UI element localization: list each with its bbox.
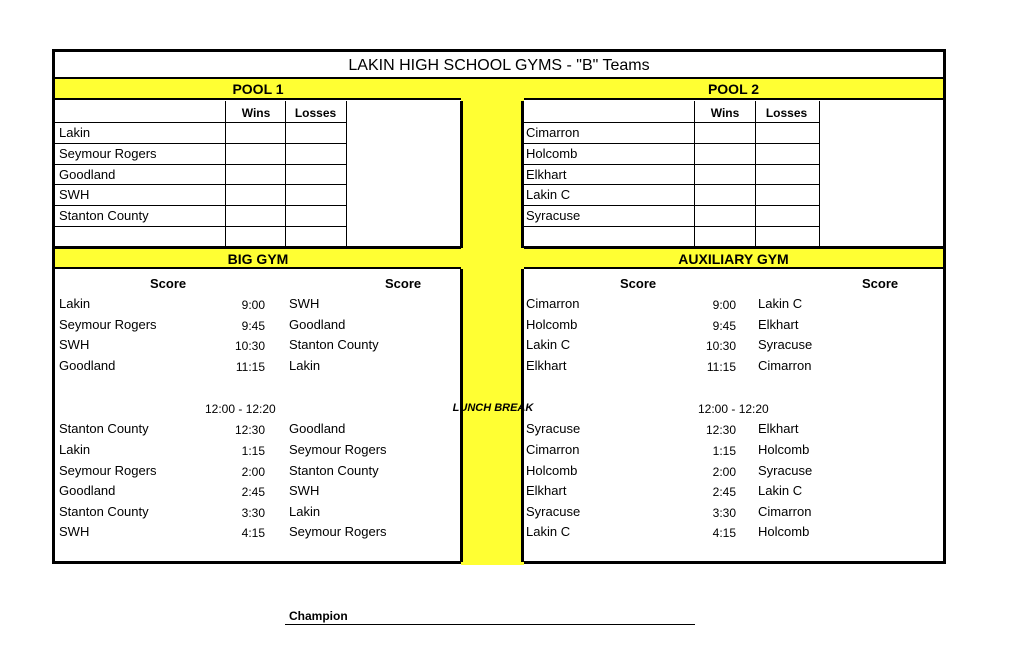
away-team: Stanton County bbox=[289, 337, 379, 352]
away-team: Elkhart bbox=[758, 421, 799, 436]
home-team: Goodland bbox=[59, 483, 116, 498]
pool2-header bbox=[524, 79, 943, 100]
away-team: Lakin bbox=[289, 504, 321, 519]
lunch-time: 12:00 - 12:20 bbox=[205, 402, 276, 416]
score-header: Score bbox=[862, 276, 899, 291]
champion-label: Champion bbox=[289, 609, 348, 623]
champion-line bbox=[285, 624, 695, 625]
game-time: 3:30 bbox=[712, 506, 736, 520]
away-team: Cimarron bbox=[758, 504, 812, 519]
away-team: Lakin C bbox=[758, 296, 803, 311]
center-divider bbox=[461, 79, 524, 565]
big-gym-label: BIG GYM bbox=[227, 251, 289, 267]
game-time: 2:00 bbox=[241, 465, 265, 479]
home-team: Holcomb bbox=[526, 317, 578, 332]
home-team: Seymour Rogers bbox=[59, 317, 157, 332]
page-title: LAKIN HIGH SCHOOL GYMS - "B" Teams bbox=[55, 52, 943, 79]
away-team: Lakin bbox=[289, 358, 321, 373]
game-time: 12:30 bbox=[234, 423, 265, 437]
away-team: Holcomb bbox=[758, 442, 810, 457]
wins-header: Wins bbox=[710, 106, 740, 120]
away-team: Goodland bbox=[289, 317, 346, 332]
game-time: 9:00 bbox=[712, 298, 736, 312]
away-team: Lakin C bbox=[758, 483, 803, 498]
away-team: Holcomb bbox=[758, 524, 810, 539]
pool1-team: Goodland bbox=[59, 167, 116, 182]
home-team: SWH bbox=[59, 337, 90, 352]
game-time: 9:45 bbox=[241, 319, 265, 333]
home-team: Stanton County bbox=[59, 504, 149, 519]
pool2-team: Holcomb bbox=[526, 146, 578, 161]
home-team: Cimarron bbox=[526, 296, 580, 311]
score-header: Score bbox=[385, 276, 422, 291]
pool1-team: Seymour Rogers bbox=[59, 146, 157, 161]
lunch-time: 12:00 - 12:20 bbox=[698, 402, 769, 416]
lunch-break-label: LUNCH BREAK bbox=[452, 402, 534, 414]
away-team: Elkhart bbox=[758, 317, 799, 332]
pool2-table bbox=[524, 101, 943, 247]
away-team: SWH bbox=[289, 483, 320, 498]
losses-header: Losses bbox=[765, 106, 808, 120]
wins-header: Wins bbox=[241, 106, 271, 120]
pool2-label: POOL 2 bbox=[707, 81, 760, 97]
game-time: 1:15 bbox=[712, 444, 736, 458]
game-time: 2:45 bbox=[241, 485, 265, 499]
home-team: Lakin bbox=[59, 442, 91, 457]
game-time: 9:00 bbox=[241, 298, 265, 312]
home-team: Holcomb bbox=[526, 463, 578, 478]
score-header: Score bbox=[620, 276, 657, 291]
game-time: 11:15 bbox=[235, 360, 265, 374]
pool1-team: Stanton County bbox=[59, 208, 149, 223]
pool2-team: Elkhart bbox=[526, 167, 567, 182]
pool2-team: Lakin C bbox=[526, 187, 571, 202]
pool2-team: Cimarron bbox=[526, 125, 580, 140]
home-team: Goodland bbox=[59, 358, 116, 373]
score-header: Score bbox=[150, 276, 187, 291]
game-time: 4:15 bbox=[241, 526, 265, 540]
home-team: Seymour Rogers bbox=[59, 463, 157, 478]
big-gym-schedule bbox=[55, 271, 461, 561]
pool1-header bbox=[55, 79, 461, 100]
away-team: Seymour Rogers bbox=[289, 442, 387, 457]
game-time: 10:30 bbox=[234, 339, 265, 353]
away-team: Syracuse bbox=[758, 337, 813, 352]
aux-gym-header bbox=[524, 249, 943, 269]
aux-gym-label: AUXILIARY GYM bbox=[678, 251, 789, 267]
game-time: 9:45 bbox=[712, 319, 736, 333]
home-team: Lakin bbox=[59, 296, 91, 311]
home-team: Elkhart bbox=[526, 358, 567, 373]
game-time: 10:30 bbox=[705, 339, 736, 353]
pool1-label: POOL 1 bbox=[232, 81, 284, 97]
game-time: 3:30 bbox=[241, 506, 265, 520]
away-team: Cimarron bbox=[758, 358, 812, 373]
game-time: 2:45 bbox=[712, 485, 736, 499]
pool1-team: Lakin bbox=[59, 125, 91, 140]
game-time: 1:15 bbox=[241, 444, 265, 458]
away-team: SWH bbox=[289, 296, 320, 311]
home-team: Syracuse bbox=[526, 504, 581, 519]
pool2-team: Syracuse bbox=[526, 208, 581, 223]
game-time: 4:15 bbox=[712, 526, 736, 540]
home-team: Lakin C bbox=[526, 524, 571, 539]
aux-gym-schedule bbox=[524, 271, 943, 561]
away-team: Stanton County bbox=[289, 463, 379, 478]
game-time: 2:00 bbox=[712, 465, 736, 479]
home-team: Elkhart bbox=[526, 483, 567, 498]
away-team: Syracuse bbox=[758, 463, 813, 478]
losses-header: Losses bbox=[294, 106, 337, 120]
away-team: Seymour Rogers bbox=[289, 524, 387, 539]
home-team: Lakin C bbox=[526, 337, 571, 352]
game-time: 11:15 bbox=[706, 360, 736, 374]
away-team: Goodland bbox=[289, 421, 346, 436]
pool1-team: SWH bbox=[59, 187, 90, 202]
game-time: 12:30 bbox=[705, 423, 736, 437]
home-team: SWH bbox=[59, 524, 90, 539]
big-gym-header bbox=[55, 249, 461, 269]
home-team: Syracuse bbox=[526, 421, 581, 436]
home-team: Cimarron bbox=[526, 442, 580, 457]
home-team: Stanton County bbox=[59, 421, 149, 436]
pool1-table bbox=[55, 101, 461, 247]
